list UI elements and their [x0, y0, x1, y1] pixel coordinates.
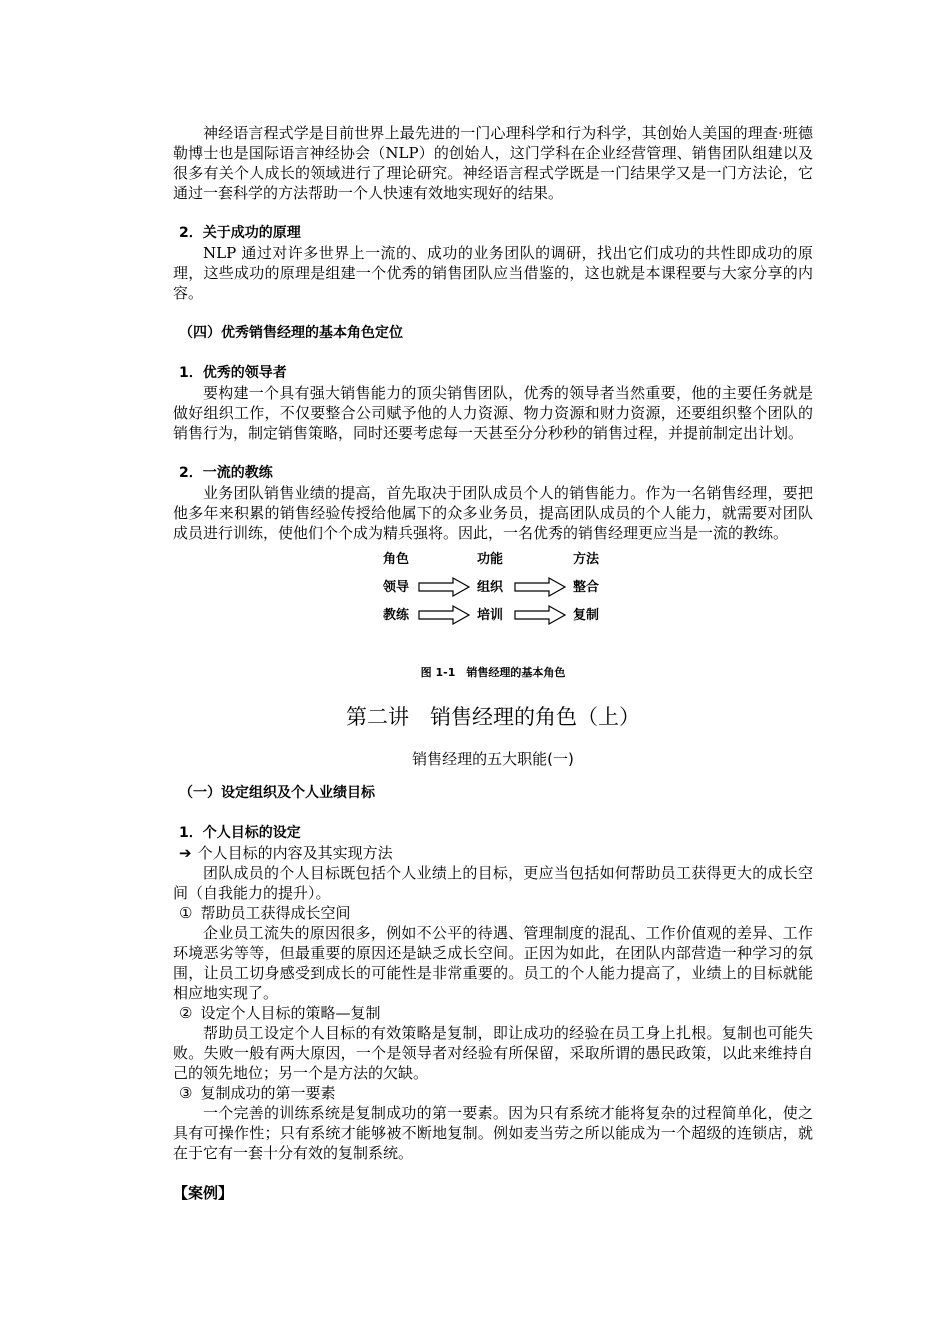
item-label: 复制成功的第一要素 [200, 1084, 336, 1102]
case-label: 【案例】 [173, 1184, 234, 1202]
item-label: 设定个人目标的策略—复制 [200, 1004, 381, 1022]
lecture-title: 第二讲 销售经理的角色（上） [346, 705, 640, 729]
arrow-right-icon [419, 578, 469, 596]
arrow-right-icon [515, 606, 565, 624]
item-number: ③ [179, 1084, 193, 1102]
diagram-header-function: 功能 [477, 552, 504, 567]
figure-caption: 图 1-1 销售经理的基本角色 [420, 666, 566, 679]
role-diagram [173, 549, 813, 657]
paragraph-personal-goal: 团队成员的个人目标既包括个人业绩上的目标，更应当包括如何帮助员工获得更大的成长空间（自我能力的提升）。 [173, 864, 813, 902]
item-label: 帮助员工获得成长空间 [200, 904, 351, 922]
diagram-cell-train: 培训 [477, 608, 504, 623]
diagram-cell-organize: 组织 [477, 580, 504, 595]
diagram-header-role: 角色 [383, 552, 410, 567]
paragraph-growth-space: 企业员工流失的原因很多，例如不公平的待遇、管理制度的混乱、工作价值观的差异、工作环境恶劣等等，但最重要的原因还是缺乏成长空间。正因为如此，在团队内部营造一种学习的氛围，让员工切身感受到成长的可能性是非常重要的。员工的个人能力提高了，业绩上的目标就能相应地实现了。 [173, 924, 813, 1002]
item-number: ① [179, 904, 193, 922]
paragraph-nlp-intro: 神经语言程式学是目前世界上最先进的一门心理科学和行为科学，其创始人美国的理查·班德勒博士也是国际语言神经协会（NLP）的创始人，这门学科在企业经营管理、销售团队组建以及很多有关个人成长的领域进行了理论研究。神经语言程式学既是一门结果学又是一门方法论，它通过一套科学的方法帮助一个人快速有效地实现好的结果。 [173, 124, 813, 202]
diagram-cell-replicate: 复制 [573, 608, 600, 623]
bullet-goal-content [173, 843, 813, 863]
heading-personal-goal: 1．个人目标的设定 [179, 825, 301, 841]
heading-first-class-coach: 2．一流的教练 [179, 465, 273, 481]
paragraph-first-element: 一个完善的训练系统是复制成功的第一要素。因为只有系统才能将复杂的过程简单化，使之具有可操作性；只有系统才能够被不断地复制。例如麦当劳之所以能成为一个超级的连锁店，就在于它有一套十分有效的复制系统。 [173, 1104, 813, 1162]
item-replicate-strategy [173, 1003, 813, 1023]
heading-excellent-leader: 1．优秀的领导者 [179, 365, 287, 381]
diagram-cell-coach: 教练 [383, 608, 410, 623]
heading-success-principle: 2．关于成功的原理 [179, 225, 301, 241]
paragraph-replicate-strategy: 帮助员工设定个人目标的有效策略是复制，即让成功的经验在员工身上扎根。复制也可能失败。失败一般有两大原因，一个是领导者对经验有所保留，采取所谓的愚民政策，以此来维持自己的领先地位；另一个是方法的欠缺。 [173, 1024, 813, 1082]
arrow-bullet-icon: ➔ [179, 844, 192, 862]
heading-section-1: （一）设定组织及个人业绩目标 [179, 785, 375, 801]
item-number: ② [179, 1004, 193, 1022]
diagram-cell-integrate: 整合 [573, 580, 600, 595]
bullet-goal-label: 个人目标的内容及其实现方法 [197, 844, 393, 862]
paragraph-first-class-coach: 业务团队销售业绩的提高，首先取决于团队成员个人的销售能力。作为一名销售经理，要把他多年来积累的销售经验传授给他属下的众多业务员，提高团队成员的个人能力，就需要对团队成员进行训练，使他们个个成为精兵强将。因此，一名优秀的销售经理更应当是一流的教练。 [173, 484, 813, 542]
paragraph-excellent-leader: 要构建一个具有强大销售能力的顶尖销售团队，优秀的领导者当然重要，他的主要任务就是做好组织工作，不仅要整合公司赋予他的人力资源、物力资源和财力资源，还要组织整个团队的销售行为，制定销售策略，同时还要考虑每一天甚至分分秒秒的销售过程，并提前制定出计划。 [173, 384, 813, 442]
diagram-header-method: 方法 [573, 552, 600, 567]
item-first-element [173, 1083, 813, 1103]
arrow-right-icon [419, 606, 469, 624]
role-diagram-svg [373, 549, 613, 629]
heading-section-4: （四）优秀销售经理的基本角色定位 [179, 325, 403, 341]
diagram-cell-leader: 领导 [383, 580, 410, 595]
paragraph-success-principle: NLP 通过对许多世界上一流的、成功的业务团队的调研，找出它们成功的共性即成功的原理，这些成功的原理是组建一个优秀的销售团队应当借鉴的，这也就是本课程要与大家分享的内容。 [173, 244, 813, 302]
sub-title: 销售经理的五大职能(一) [412, 750, 574, 768]
document-body [173, 123, 813, 1203]
item-growth-space [173, 903, 813, 923]
arrow-right-icon [515, 578, 565, 596]
